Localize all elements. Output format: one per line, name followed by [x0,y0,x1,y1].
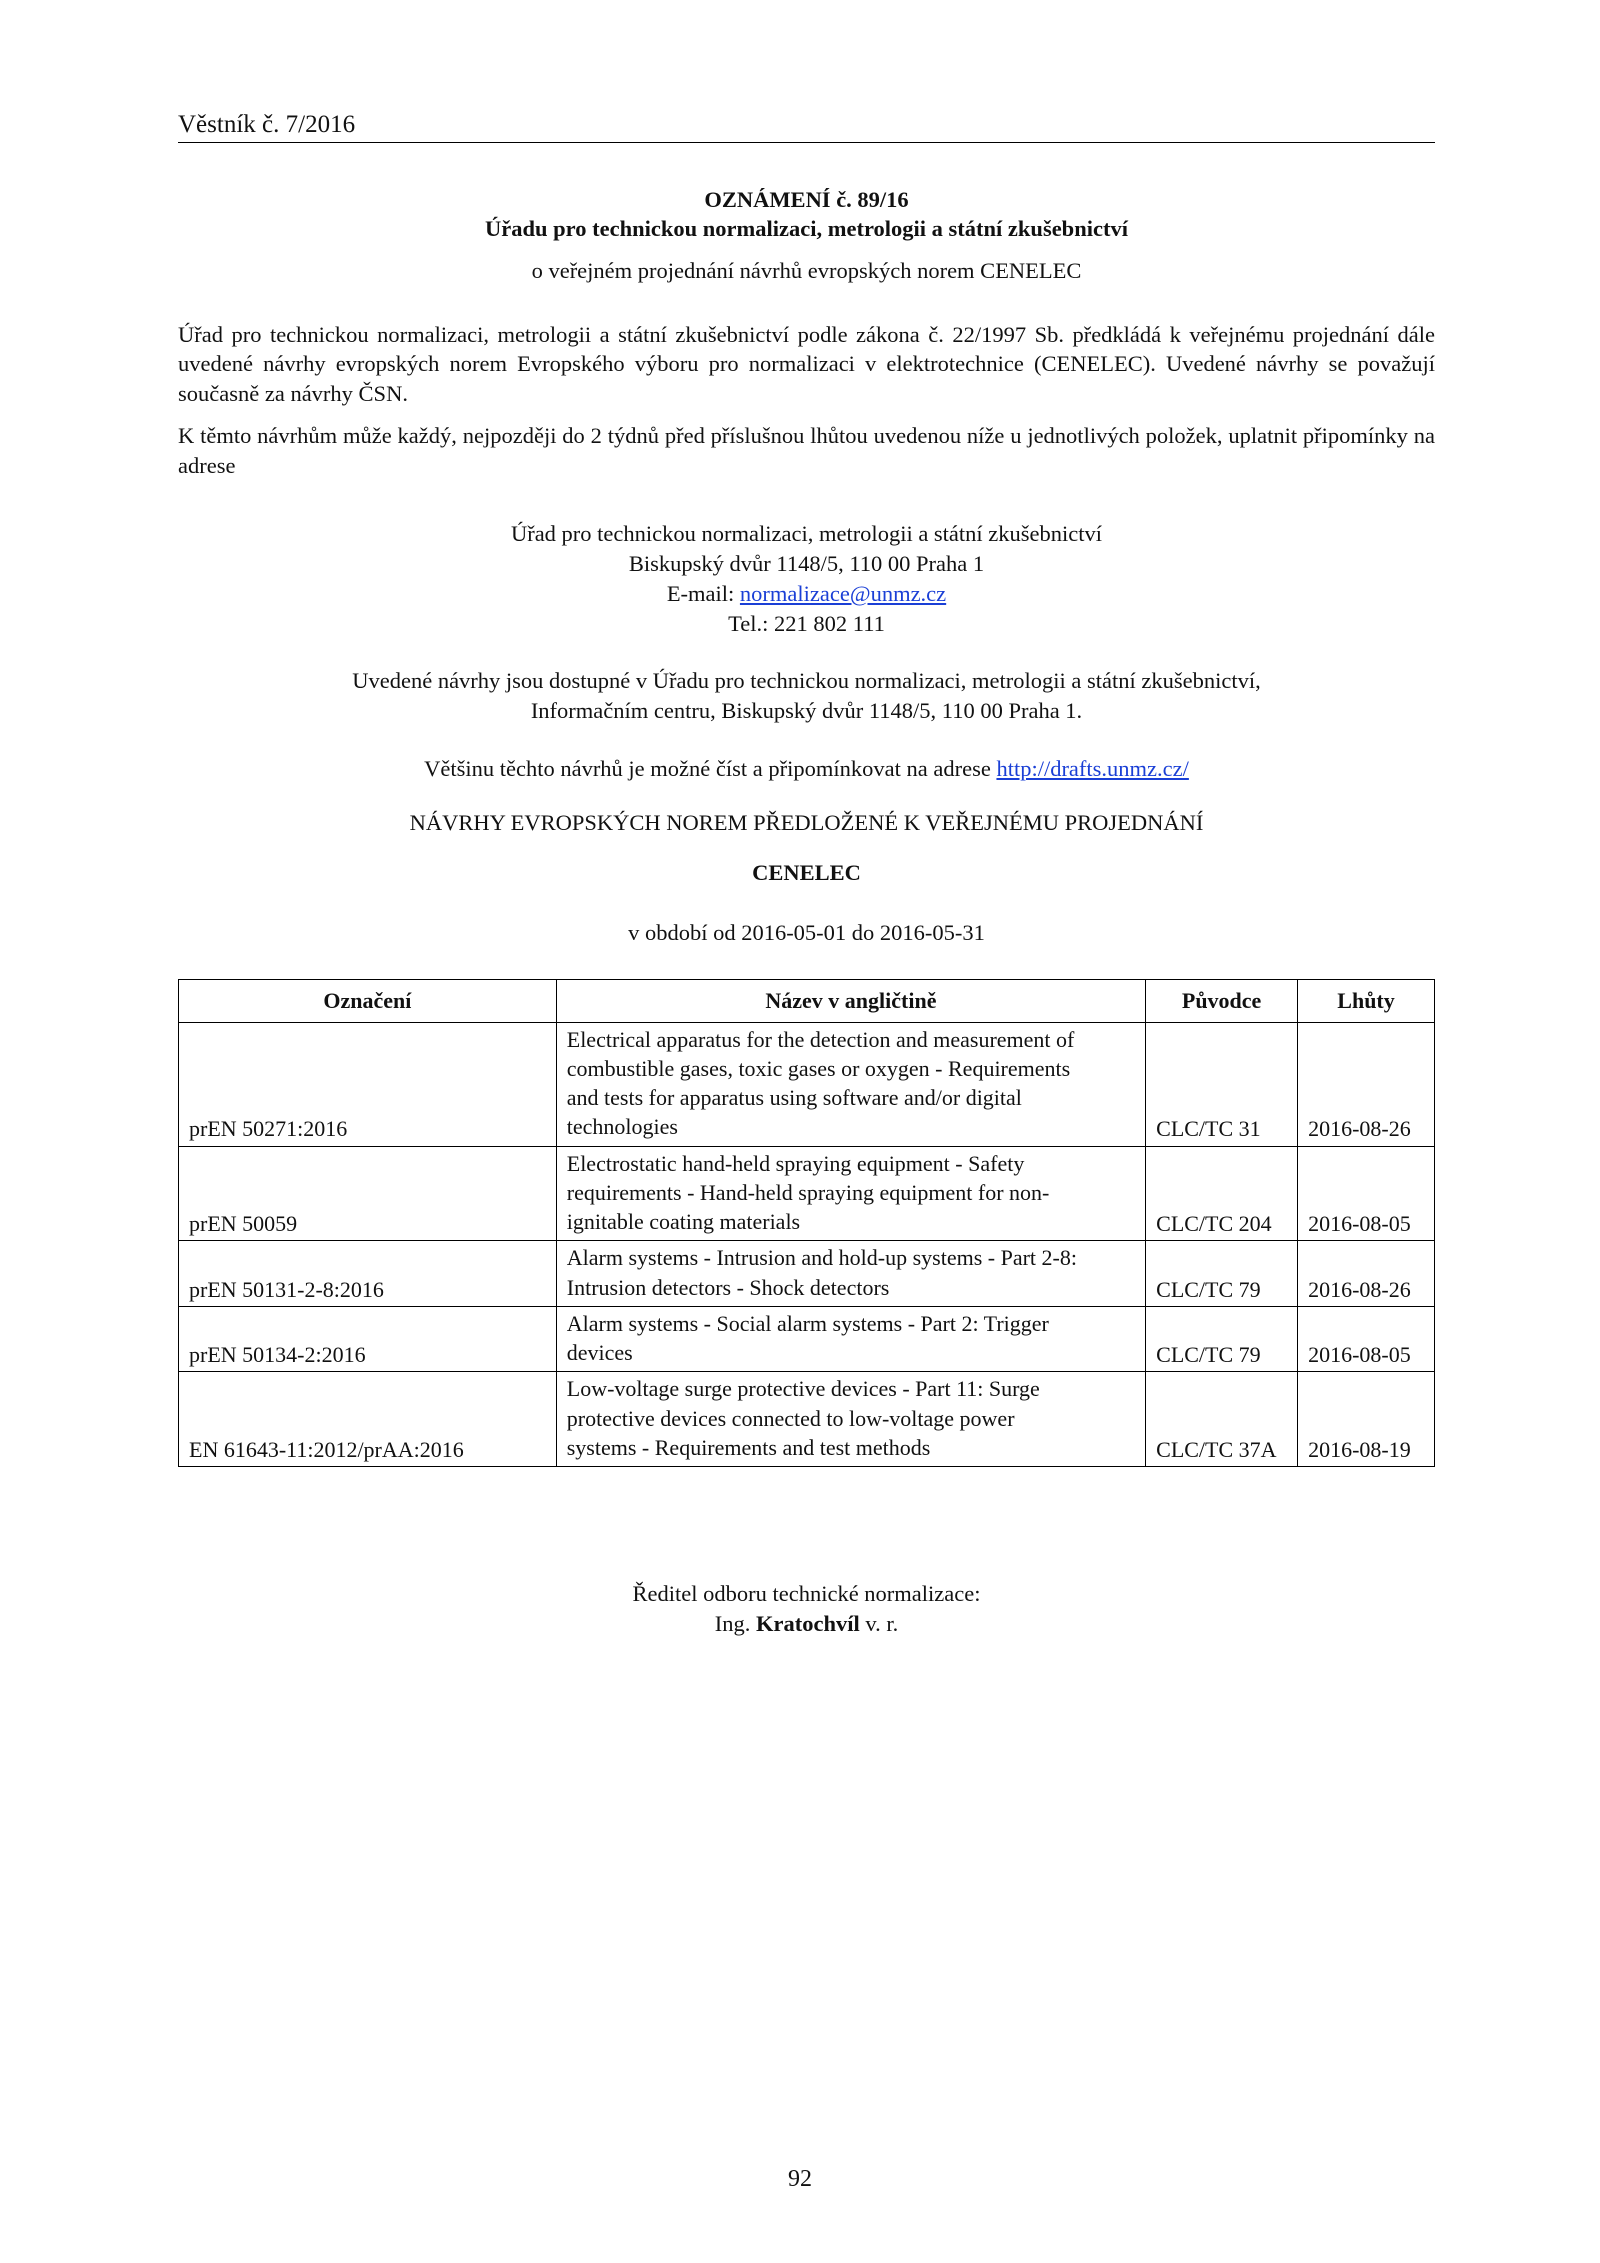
header-name: Název v angličtině [556,979,1145,1022]
signature-title: Ředitel odboru technické normalizace: [632,1581,981,1607]
cell-originator: CLC/TC 79 [1146,1306,1298,1372]
table-header-row [179,979,1435,1022]
header-originator: Původce [1146,979,1298,1022]
signature-name-line [178,1609,1435,1639]
table-row [179,1022,1435,1146]
cell-originator: CLC/TC 204 [1146,1146,1298,1241]
name-line: devices [566,1340,633,1366]
cell-name [556,1022,1145,1146]
name-line: Alarm systems - Intrusion and hold-up systems - Part 2-8: [566,1245,1077,1271]
cell-deadline: 2016-08-05 [1298,1306,1435,1372]
comments-paragraph: K těmto návrhům může každý, nejpozději do 2 týdnů před příslušnou lhůtou uvedenou níže u jednotlivých položek, uplatnit připomínky na adrese [178,423,1435,479]
intro-paragraph: Úřad pro technickou normalizaci, metrologii a státní zkušebnictví podle zákona č. 22/1997 Sb. předkládá k veřejnému projednání dále uvedené návrhy evropských norem Evropského výboru pro normalizaci v elektrotechnice (CENELEC). Uvedené návrhy se považují současně za návrhy ČSN. [178,321,1435,407]
cell-name [556,1306,1145,1372]
drafts-table [178,979,1435,1468]
cell-code: prEN 50131-2-8:2016 [179,1241,557,1307]
cell-code: prEN 50134-2:2016 [179,1306,557,1372]
address-email [178,579,1435,609]
drafts-line [178,756,1435,782]
name-line: and tests for apparatus using software and/or digital [566,1085,1022,1111]
page-number: 92 [788,2166,812,2192]
name-line: ignitable coating materials [566,1209,801,1235]
table-row [179,1146,1435,1241]
cell-deadline: 2016-08-19 [1298,1372,1435,1467]
cell-deadline: 2016-08-05 [1298,1146,1435,1241]
drafts-text: Většinu těchto návrhů je možné číst a připomínkovat na adrese [424,755,997,781]
signature-suffix: v. r. [859,1611,899,1637]
cell-originator: CLC/TC 31 [1146,1022,1298,1146]
cell-name [556,1372,1145,1467]
name-line: combustible gases, toxic gases or oxygen - Requirements [566,1055,1071,1081]
name-line: Intrusion detectors - Shock detectors [566,1274,890,1300]
address-phone: Tel.: 221 802 111 [728,610,885,636]
address-org: Úřad pro technickou normalizaci, metrologii a státní zkušebnictví [510,521,1103,547]
cell-originator: CLC/TC 79 [1146,1241,1298,1307]
table-row [179,1372,1435,1467]
announcement-title [178,185,1435,244]
announcement-number: OZNÁMENÍ č. 89/16 [704,187,909,212]
cell-code: prEN 50271:2016 [179,1022,557,1146]
name-line: protective devices connected to low-voltage power [566,1405,1015,1431]
org-heading: CENELEC [752,859,861,885]
period-line: v období od 2016-05-01 do 2016-05-31 [628,919,985,945]
announcement-authority: Úřadu pro technickou normalizaci, metrologii a státní zkušebnictví [485,216,1128,242]
name-line: Electrostatic hand-held spraying equipment - Safety [566,1150,1025,1176]
cell-deadline: 2016-08-26 [1298,1241,1435,1307]
table-row [179,1241,1435,1307]
name-line: Alarm systems - Social alarm systems - Part 2: Trigger [566,1310,1049,1336]
cell-originator: CLC/TC 37A [1146,1372,1298,1467]
signature-block [178,1579,1435,1639]
cell-name [556,1146,1145,1241]
section-heading: NÁVRHY EVROPSKÝCH NOREM PŘEDLOŽENÉ K VEŘEJNÉMU PROJEDNÁNÍ [409,809,1204,835]
signature-name: Kratochvíl [755,1611,860,1637]
name-line: technologies [566,1114,678,1140]
cell-code: prEN 50059 [179,1146,557,1241]
cell-code: EN 61643-11:2012/prAA:2016 [179,1372,557,1467]
announcement-subtitle: o veřejném projednání návrhů evropských norem CENELEC [531,257,1082,283]
email-link[interactable]: normalizace@unmz.cz [739,580,947,606]
signature-prefix: Ing. [714,1611,756,1637]
header-deadline: Lhůty [1298,979,1435,1022]
availability-line1: Uvedené návrhy jsou dostupné v Úřadu pro technickou normalizaci, metrologii a státní zkušebnictví, [352,667,1261,693]
cell-name [556,1241,1145,1307]
journal-header: Věstník č. 7/2016 [178,110,1435,143]
page [178,110,1435,1639]
availability-block [178,666,1435,726]
table-row [179,1306,1435,1372]
name-line: Electrical apparatus for the detection and measurement of [566,1026,1075,1052]
availability-line2: Informačním centru, Biskupský dvůr 1148/5, 110 00 Praha 1. [530,697,1083,723]
drafts-link[interactable]: http://drafts.unmz.cz/ [996,755,1189,781]
header-code: Označení [179,979,557,1022]
name-line: Low-voltage surge protective devices - Part 11: Surge [566,1376,1040,1402]
name-line: systems - Requirements and test methods [566,1434,931,1460]
address-street: Biskupský dvůr 1148/5, 110 00 Praha 1 [628,551,985,577]
cell-deadline: 2016-08-26 [1298,1022,1435,1146]
name-line: requirements - Hand-held spraying equipment for non- [566,1179,1050,1205]
email-label: E-mail: [666,580,740,606]
address-block [178,519,1435,639]
